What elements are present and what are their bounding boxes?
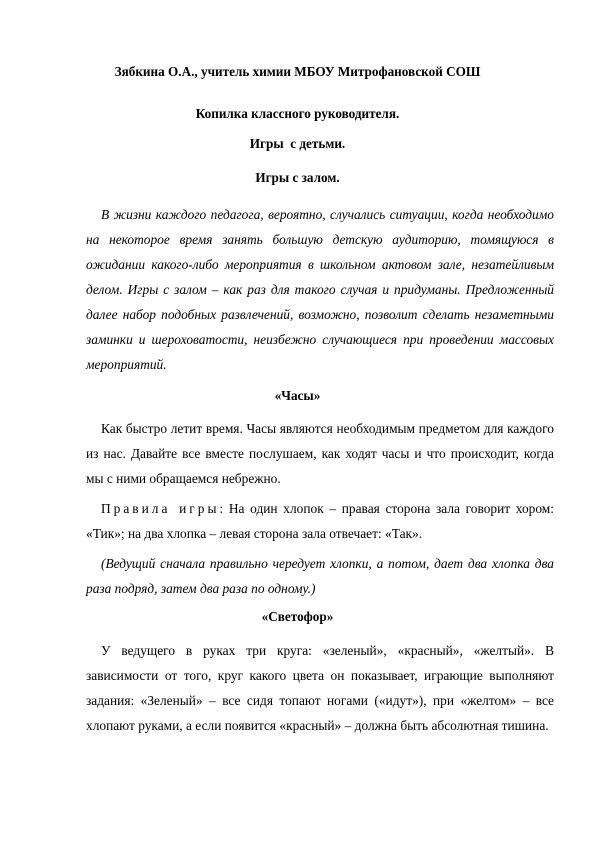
game-clock-rules — [86, 496, 554, 546]
game-traffic-light-description: У ведущего в руках три круга: «зеленый», «красный», «желтый». В зависимости от того, круг какого цвета он показывает, играющие выполняют задания: «Зеленый» – все сидя топают ногами («идут»), при «желтом» – все хлопают руками, а если появится «красный» – должна быть абсолютная тишина. — [86, 643, 554, 733]
game-traffic-light-title: «Светофор» — [261, 609, 334, 624]
rules-text: : На один хлопок – правая сторона зала говорит хором: «Тик»; на два хлопка – левая сторона зала отвечает: «Так». — [86, 501, 554, 541]
section-title: Игры с залом. — [255, 170, 340, 185]
game-clock-description: Как быстро летит время. Часы являются необходимым предметом для каждого из нас. Давайте все вместе послушаем, как ходят часы и что происходит, когда мы с ними обращаемся небрежно. — [86, 421, 554, 486]
rules-label: Правила игры — [101, 501, 220, 516]
game-clock-note: (Ведущий сначала правильно чередует хлопки, а потом, дает два хлопка два раза подряд, затем два раза по одному.) — [86, 556, 554, 596]
game-clock-title: «Часы» — [274, 388, 321, 403]
topic-title: Игры с детьми. — [249, 136, 346, 151]
intro-paragraph: В жизни каждого педагога, вероятно, случались ситуации, когда необходимо на некоторое время занять большую детскую аудиторию, томящуюся в ожидании какого-либо мероприятия в школьном актовом зале, незатейливым делом. Игры с залом – как раз для такого случая и придуманы. Предложенный далее набор подобных развлечений, возможно, позволит сделать незаметными заминки и шероховатости, неизбежно случающиеся при проведении массовых мероприятий. — [86, 207, 554, 372]
author-line: Зябкина О.А., учитель химии МБОУ Митрофановской СОШ — [114, 64, 481, 79]
collection-title: Копилка классного руководителя. — [195, 106, 400, 121]
